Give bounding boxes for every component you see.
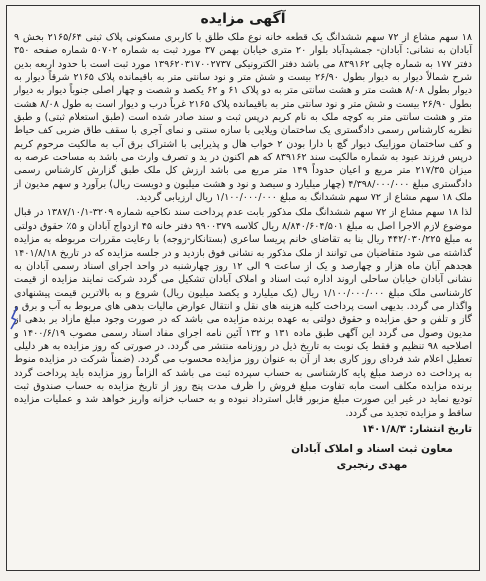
signature-block [272,441,472,473]
signatory-name: مهدی رنجبری [336,458,408,471]
notice-title: آگهی مزایده [200,11,286,27]
notice-paragraph: لذا ۱۸ سهم مشاع از ۷۲ سهم ششدانگ ملک مذکور بابت عدم پرداخت سند نکاحیه شماره ۳۲۰۹-۱۳۸۷/۱۰/۱ در قبال موضوع لازم الاجرا اصل به مبلغ ۸/۸۴۰/۶۰۴/۵۰۱ ریال کلاسه ۹۹۰۰۳۷۹ دفتر خانه ۴۵ ازدواج آبادان و ۵٪ حقوق دولتی به مبلغ ۴۴۲/۰۳۰/۲۲۵ ریال بنا به تقاضای خانم پریسا ساعری (بستانکار-زوجه) با رعایت مقررات مربوطه به مزایده گذاشته می شود متقاضیان می توانند از ملک مذکور به نشانی فوق بازدید و در جلسه مزایده که در تاریخ ۱۴۰۱/۸/۱۸ هجدهم آبان ماه هزار و چهارصد و یک از ساعت ۹ الی ۱۲ روز چهارشنبه در واحد اجرای اسناد رسمی آبادان به نشانی آبادان خیابان ساحلی اروند اداره ثبت اسناد و املاک آبادان تشکیل می گردد شرکت نمایند مزایده از قیمت کارشناسی ملک مبلغ ۱/۱۰۰/۰۰۰/۰۰۰ ریال (یک میلیارد و یکصد میلیون ریال) شروع و به بالاترین قیمت پیشنهادی واگذار می گردد. بدیهی است پرداخت کلیه هزینه های نقل و انتقال عوارض مالیات بدهی های مربوط به آب و برق و گاز و تلفن و حق مزایده و حقوق دولتی به عهده برنده مزایده می باشد که در صورت وجود مبلغ مازاد بر بدهی از مدیون وصول می گردد این آگهی طبق ماده ۱۳۱ و ۱۳۲ آئین نامه اجرای مفاد اسناد رسمی مصوب ۱۴۰۰/۶/۱۹ و اصلاحیه ۹۸ تنظیم و فقط یک نوبت به تاریخ ذیل در روزنامه منتشر می گردد. در صورتی که روز مزایده به هر دلیلی تعطیل اعلام شد فردای روز کاری بعد از آن به عنوان روز مزایده محسوب می گردد. (ضمناً شرکت در مزایده منوط به پرداخت ده درصد مبلغ پایه کارشناسی به حساب سپرده ثبت می باشد که الزاماً روز مزایده باید پرداخت گردد برنده مزایده مکلف است مابه تفاوت مبلغ فروش را ظرف مدت پنج روز از تاریخ مزایده به حساب صندوق ثبت تودیع نماید در غیر این صورت مبلغ مزبور قابل استرداد نبوده و به حساب خزانه واریز خواهد شد و عملیات مزایده ساقط و مزایده تجدید می گردد. [14,207,473,419]
pen-mark-icon [9,306,19,330]
signatory-position: معاون ثبت اسناد و املاک آبادان [291,442,453,455]
notice-paragraph: ۱۸ سهم مشاع از ۷۲ سهم ششدانگ یک قطعه خانه نوع ملک طلق با کاربری مسکونی پلاک ثبتی ۲۱۶۵/۶۴ بخش ۹ آبادان به نشانی: آبادان- جمشیدآباد بلوار ۲۰ متری خیابان بهمن ۳۷ مورد ثبت به شماره ۵۰۷۰۲ شماره صفحه ۳۵۰ دفتر ۱۷۷ به شماره چاپی ۸۳۹۱۶۲ می باشد دفتر الکترونیکی ۱۳۹۶۲۰۳۱۷۰۰۲۷۳۷ مورد ثبت است با حدود اربعه بدین شرح شمالاً دیوار به دیوار بطول ۲۶/۹۰ بیست و شش متر و نود سانتی متر به باقیمانده پلاک ۲۱۶۵ شرقاً دیوار به دیوار بطول ۸/۰۸ هشت متر و هشت سانتی متر به دو پلاک ۶۱ و ۶۲ یکصد و شصت و چهار اصلی جنوباً دیوار به دیوار بطول ۲۶/۹۰ بیست و شش متر و نود سانتی متر به باقیمانده پلاک ۲۱۶۵ غرباً درب و دیوار است به طول ۸/۰۸ هشت متر و هشت سانتی متر به کوچه ملک به نام کریم درپس ثبت و سند صادر شده است (طبق استعلام ثبتی) و طبق نظریه کارشناس رسمی دادگستری یک ساختمان ویلایی با سازه سنتی و نمای آجری با سقف طاق ضربی کف حیاط و کف ساختمان موزاییک دیوار گچ با دارا بودن ۲ خواب هال و پذیرایی با اشتراک برق آب به مالکیت مرحوم کریم درپس فرزند عبود به شماره مالکیت سند ۸۳۹۱۶۲ که هم اکنون در ید و تصرف وارث می باشد به مساحت عرصه به میزان ۲۱۷/۳۵ متر مربع و اعیان حدوداً ۱۴۹ متر مربع می باشد ارزش کل ملک طبق گزارش کارشناس رسمی دادگستری مبلغ ۴/۳۹۸/۰۰۰/۰۰۰ (چهار میلیارد و سیصد و نود و هشت میلیون و دویست ریال) برآورد و سهم مدیون از ملک ۱۸ سهم مشاع از ۷۲ سهم ششدانگ به مبلغ ۱/۱۰۰/۰۰۰/۰۰۰ ریال ارزیابی گردید. [14,32,473,204]
notice-sheet [6,5,480,571]
publication-date: تاریخ انتشار: ۱۴۰۱/۸/۳ [361,423,472,435]
